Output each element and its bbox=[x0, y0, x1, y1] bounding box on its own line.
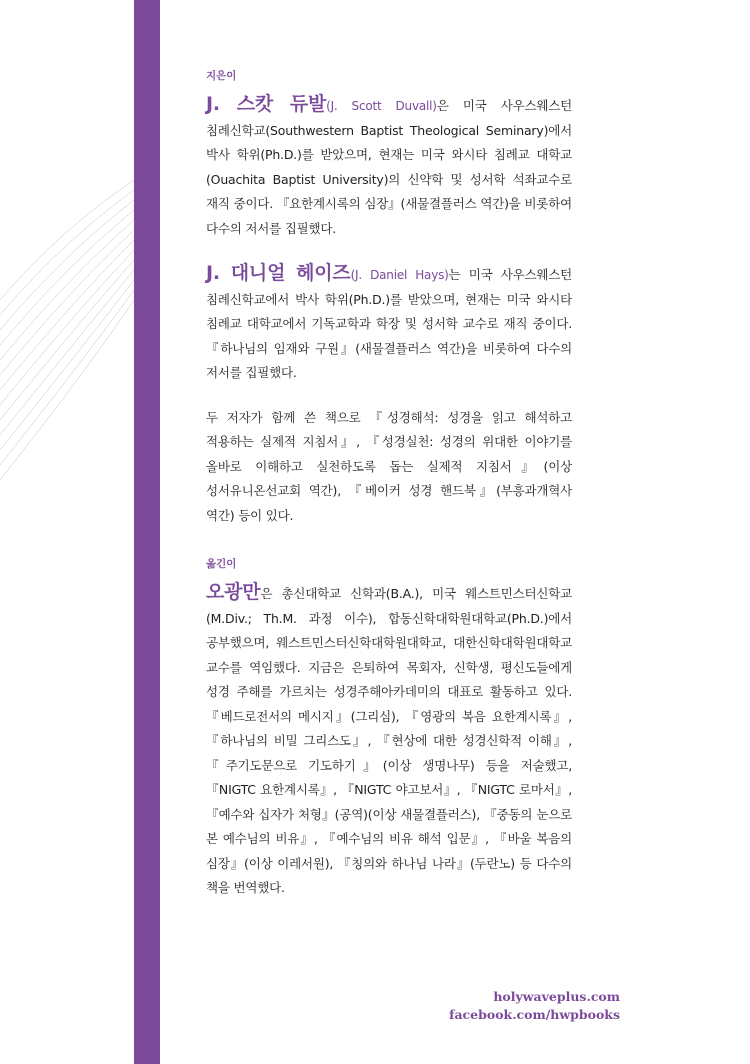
author-text-duvall: 은 미국 사우스웨스턴 침례신학교(Southwestern Baptist Theological Seminary)에서 박사 학위(Ph.D.)를 받았으며, 현재는 미국 와시타 침례교 대학교(Ouachita Baptist University)의 신약학 및 성서학 석좌교수로 재직 중이다. 『요한계시록의 심장』(새물결플러스 역간)을 비롯하여 다수의 저서를 집필했다. bbox=[206, 98, 572, 236]
author-name-duvall: J. 스캇 듀발 bbox=[206, 93, 327, 115]
spine-bar bbox=[134, 0, 160, 1064]
bio-content bbox=[206, 68, 572, 901]
author-name-hays: J. 대니얼 헤이즈 bbox=[206, 262, 351, 284]
author-label: 지은이 bbox=[206, 70, 237, 82]
author-text-hays: 는 미국 사우스웨스턴 침례신학교에서 박사 학위(Ph.D.)를 받았으며, 현재는 미국 와시타 침례교 대학교에서 기독교학과 학장 및 성서학 교수로 재직 중이다. 『하나님의 임재와 구원』(새물결플러스 역간)을 비롯하여 다수의 저서를 집필했다. bbox=[206, 267, 572, 380]
translator-label: 옮긴이 bbox=[206, 558, 237, 570]
facebook-link[interactable]: facebook.com/hwpbooks bbox=[449, 1007, 620, 1022]
book-spine bbox=[0, 0, 160, 1064]
author-bio-hays bbox=[206, 261, 572, 386]
translator-name: 오광만 bbox=[206, 581, 261, 603]
publisher-links bbox=[449, 988, 620, 1024]
author-roman-hays: (J. Daniel Hays) bbox=[350, 268, 449, 282]
author-bio-duvall bbox=[206, 92, 572, 241]
translator-text: 은 총신대학교 신학과(B.A.), 미국 웨스트민스터신학교(M.Div.; Th.M. 과정 이수), 합동신학대학원대학교(Ph.D.)에서 공부했으며, 웨스트민스터신학대학원대학교, 대한신학대학원대학교 교수를 역임했다. 지금은 은퇴하여 목회자, 신학생, 평신도들에게 성경 주해를 가르치는 성경주해아카데미의 대표로 활동하고 있다. 『베드로전서의 메시지』(그리심), 『영광의 복음 요한계시록』, 『하나님의 비밀 그리스도』, 『현상에 대한 성경신학적 이해』, 『주기도문으로 기도하기』(이상 생명나무) 등을 저술했고, 『NIGTC 요한계시록』, 『NIGTC 야고보서』, 『NIGTC 로마서』, 『예수와 십자가 처형』(공역)(이상 새물결플러스), 『중동의 눈으로 본 예수님의 비유』, 『예수님의 비유 해석 입문』, 『바울 복음의 심장』(이상 이레서원), 『칭의와 하나님 나라』(두란노) 등 다수의 책을 번역했다. bbox=[206, 586, 572, 895]
joint-works: 두 저자가 함께 쓴 책으로 『성경해석: 성경을 읽고 해석하고 적용하는 실제적 지침서』, 『성경실천: 성경의 위대한 이야기를 올바로 이해하고 실천하도록 돕는 실제적 지침서』(이상 성서유니온선교회 역간), 『베이커 성경 핸드북』(부흥과개혁사 역간) 등이 있다. bbox=[206, 409, 572, 523]
website-link[interactable]: holywaveplus.com bbox=[493, 989, 620, 1004]
author-roman-duvall: (J. Scott Duvall) bbox=[326, 99, 437, 113]
translator-bio bbox=[206, 580, 572, 901]
